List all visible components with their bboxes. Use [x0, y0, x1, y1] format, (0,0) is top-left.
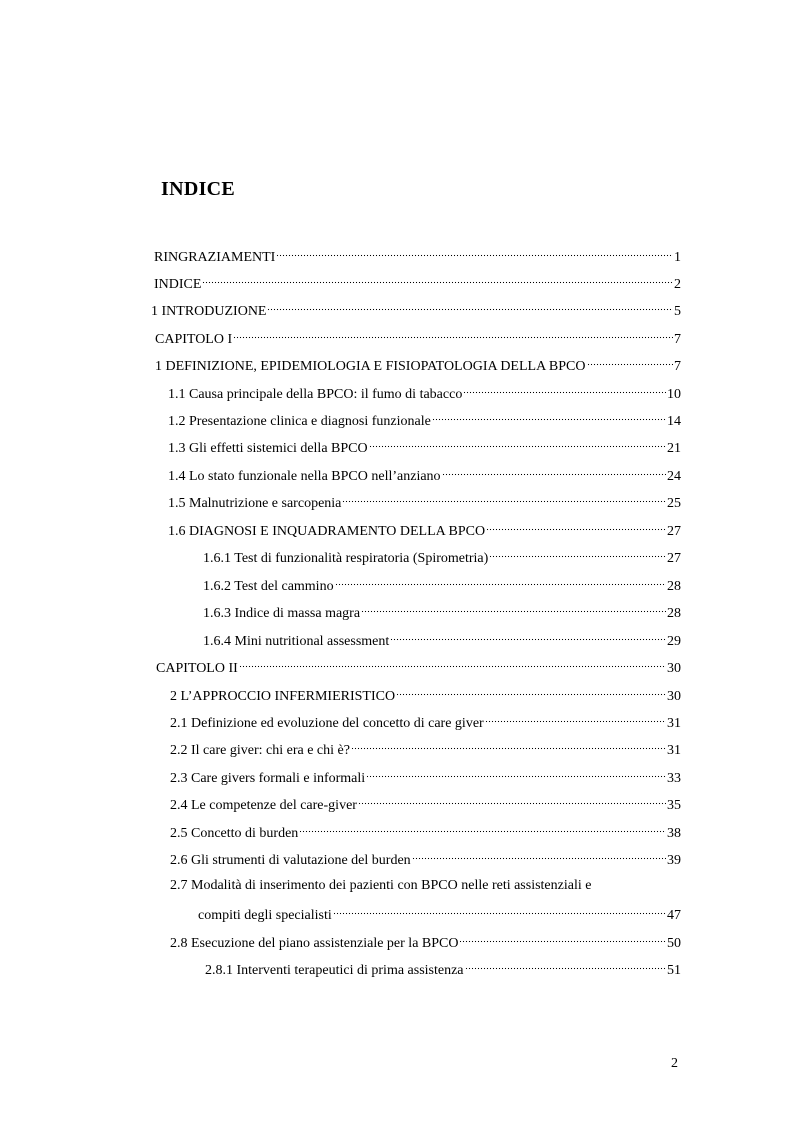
toc-entry[interactable]: [151, 299, 681, 319]
toc-entry-page: 28: [667, 606, 681, 621]
toc-entry-page: 1: [674, 250, 681, 265]
toc-leader-dots: [299, 817, 666, 833]
toc-leader-dots: [489, 542, 666, 558]
toc-leader-dots: [351, 734, 666, 750]
toc-entry[interactable]: [154, 245, 681, 265]
toc-leader-dots: [335, 570, 666, 586]
toc-entry-label: 1 DEFINIZIONE, EPIDEMIOLOGIA E FISIOPATOLOGIA DELLA BPCO: [155, 359, 586, 374]
toc-entry[interactable]: [203, 574, 681, 594]
toc-entry-label: 2.4 Le competenze del care-giver: [170, 798, 357, 813]
toc-entry-page: 33: [667, 771, 681, 786]
toc-entry-page: 31: [667, 716, 681, 731]
toc-entry-page: 30: [667, 689, 681, 704]
toc-entry-page: 5: [674, 304, 681, 319]
toc-entry[interactable]: [168, 491, 681, 511]
toc-entry[interactable]: [155, 354, 681, 374]
toc-entry[interactable]: [170, 931, 681, 951]
toc-entry-page: 21: [667, 441, 681, 456]
toc-leader-dots: [587, 350, 674, 366]
toc-entry-page: 27: [667, 524, 681, 539]
toc-leader-dots: [463, 378, 666, 394]
toc-entry-label: RINGRAZIAMENTI: [154, 250, 276, 265]
page-title: INDICE: [161, 178, 236, 200]
toc-leader-dots: [369, 432, 666, 448]
toc-leader-dots: [358, 789, 666, 805]
toc-entry-page: 25: [667, 496, 681, 511]
toc-entry-label: 2.5 Concetto di burden: [170, 826, 299, 841]
toc-entry-page: 47: [667, 908, 681, 923]
toc-entry-label: 1.6 DIAGNOSI E INQUADRAMENTO DELLA BPCO: [168, 524, 486, 539]
toc-entry-page: 14: [667, 414, 681, 429]
toc-leader-dots: [465, 954, 666, 970]
toc-entry[interactable]: [168, 382, 681, 402]
toc-entry-label: 1.1 Causa principale della BPCO: il fumo di tabacco: [168, 387, 463, 402]
toc-entry-page: 30: [667, 661, 681, 676]
toc-leader-dots: [442, 460, 666, 476]
toc-entry-label: CAPITOLO I: [155, 332, 233, 347]
toc-leader-dots: [412, 844, 666, 860]
toc-entry-page: 2: [674, 277, 681, 292]
toc-leader-dots: [342, 487, 666, 503]
toc-entry-label: 1.6.1 Test di funzionalità respiratoria (Spirometria): [203, 551, 489, 566]
toc-entry-label: 1.6.2 Test del cammino: [203, 579, 334, 594]
toc-entry[interactable]: [168, 409, 681, 429]
toc-entry[interactable]: [203, 629, 681, 649]
toc-entry-page: 24: [667, 469, 681, 484]
toc-leader-dots: [233, 323, 673, 339]
toc-entry[interactable]: [170, 848, 681, 868]
toc-entry[interactable]: [170, 821, 681, 841]
toc-leader-dots: [396, 680, 666, 696]
toc-entry-label: compiti degli specialisti: [198, 908, 332, 923]
toc-leader-dots: [202, 268, 673, 284]
toc-entry-label: 1.5 Malnutrizione e sarcopenia: [168, 496, 342, 511]
toc-entry-page: 27: [667, 551, 681, 566]
toc-entry-page: 38: [667, 826, 681, 841]
toc-entry[interactable]: [156, 656, 681, 676]
toc-entry-page: 51: [667, 963, 681, 978]
toc-entry-label: 1.6.3 Indice di massa magra: [203, 606, 361, 621]
toc-entry[interactable]: [170, 711, 681, 731]
toc-leader-dots: [333, 899, 666, 915]
toc-entry-page: 39: [667, 853, 681, 868]
toc-entry[interactable]: [203, 601, 681, 621]
toc-entry-label: 2 L’APPROCCIO INFERMIERISTICO: [170, 689, 396, 704]
toc-entry-label: 1.3 Gli effetti sistemici della BPCO: [168, 441, 368, 456]
toc-leader-dots: [267, 295, 673, 311]
toc-entry-page: 28: [667, 579, 681, 594]
toc-leader-dots: [486, 515, 666, 531]
toc-entry-label: 1 INTRODUZIONE: [151, 304, 267, 319]
toc-entry-label: 1.6.4 Mini nutritional assessment: [203, 634, 390, 649]
toc-entry-label: 2.8 Esecuzione del piano assistenziale per la BPCO: [170, 936, 459, 951]
toc-entry-label: 2.1 Definizione ed evoluzione del concetto di care giver: [170, 716, 484, 731]
toc-entry-label: INDICE: [154, 277, 202, 292]
toc-entry-page: 10: [667, 387, 681, 402]
toc-leader-dots: [459, 927, 666, 943]
toc-entry-label: 2.3 Care givers formali e informali: [170, 771, 366, 786]
toc-entry[interactable]: [205, 958, 681, 978]
toc-leader-dots: [432, 405, 666, 421]
toc-leader-dots: [361, 597, 666, 613]
toc-entry-page: 50: [667, 936, 681, 951]
toc-leader-dots: [239, 652, 666, 668]
page-number: 2: [671, 1056, 678, 1071]
toc-entry-continuation[interactable]: [198, 903, 681, 923]
toc-entry-page: 29: [667, 634, 681, 649]
toc-entry[interactable]: [203, 546, 681, 566]
toc-entry-label: 2.6 Gli strumenti di valutazione del burden: [170, 853, 411, 868]
toc-entry[interactable]: [154, 272, 681, 292]
toc-entry[interactable]: [155, 327, 681, 347]
toc-entry-label: 1.2 Presentazione clinica e diagnosi funzionale: [168, 414, 431, 429]
toc-entry-page: 7: [674, 332, 681, 347]
toc-entry-label: 2.2 Il care giver: chi era e chi è?: [170, 743, 350, 758]
toc-entry-page: 31: [667, 743, 681, 758]
toc-entry[interactable]: [168, 436, 681, 456]
toc-leader-dots: [276, 241, 673, 257]
toc-entry-label: 2.8.1 Interventi terapeutici di prima assistenza: [205, 963, 464, 978]
toc-leader-dots: [390, 625, 666, 641]
toc-entry[interactable]: [170, 684, 681, 704]
toc-entry[interactable]: [170, 766, 681, 786]
toc-entry-page: 7: [674, 359, 681, 374]
toc-entry-label: 1.4 Lo stato funzionale nella BPCO nell’anziano: [168, 469, 441, 484]
toc-leader-dots: [366, 762, 666, 778]
toc-entry-label: CAPITOLO II: [156, 661, 238, 676]
toc-entry-label: 2.7 Modalità di inserimento dei pazienti con BPCO nelle reti assistenziali e: [170, 878, 592, 893]
toc-entry[interactable]: [170, 738, 681, 758]
toc-entry[interactable]: [168, 464, 681, 484]
toc-entry[interactable]: [168, 519, 681, 539]
toc-entry[interactable]: [170, 793, 681, 813]
toc-entry[interactable]: [170, 876, 693, 896]
toc-leader-dots: [485, 707, 666, 723]
toc-entry-page: 35: [667, 798, 681, 813]
